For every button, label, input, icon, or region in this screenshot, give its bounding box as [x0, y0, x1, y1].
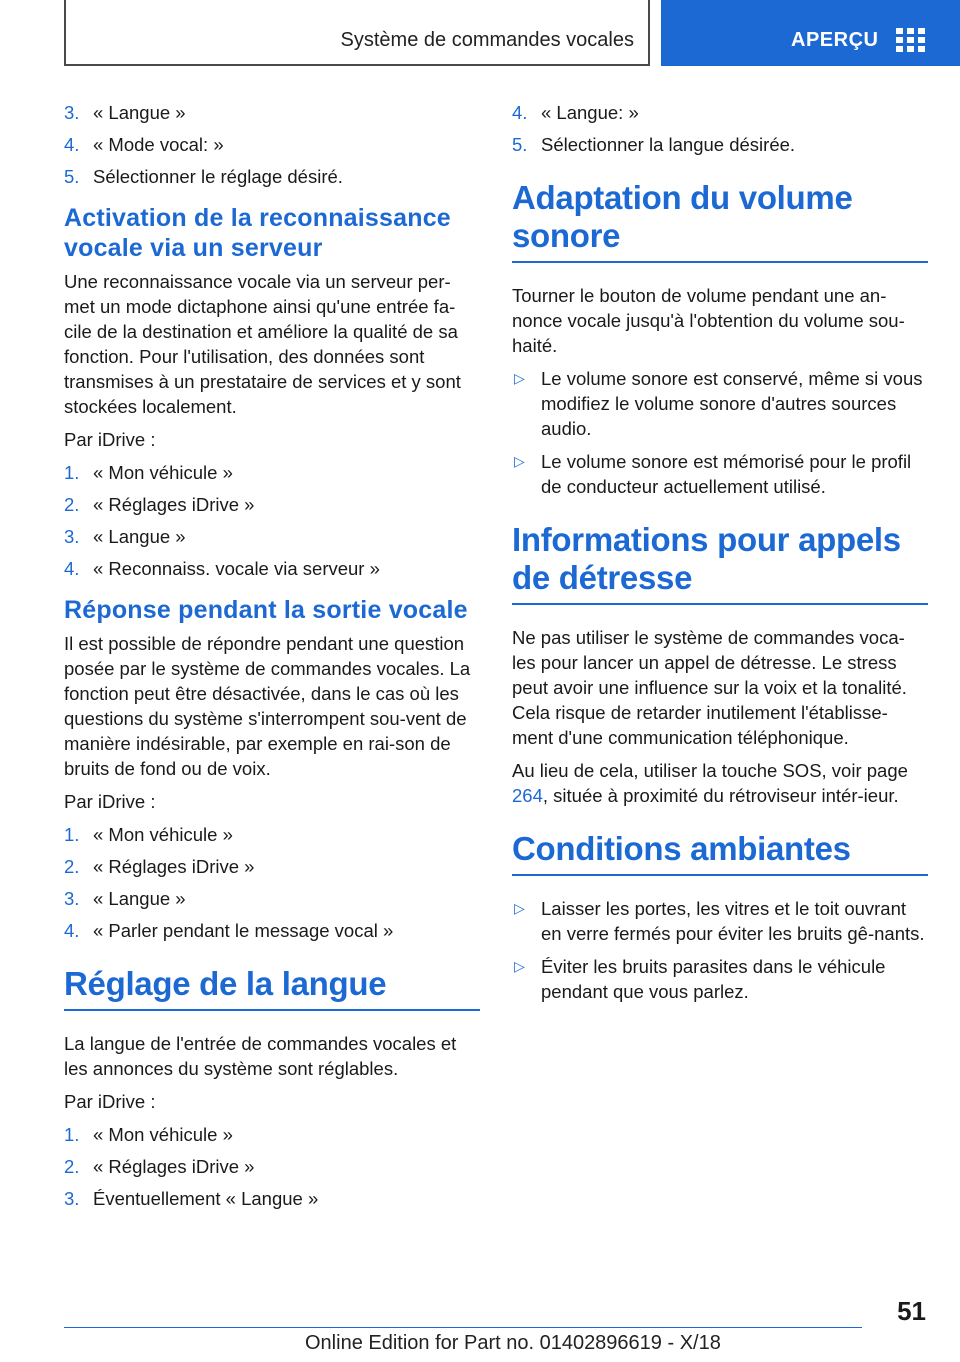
step-number: 4.	[512, 102, 528, 123]
footer-divider	[64, 1327, 862, 1328]
step-text: « Langue »	[93, 526, 186, 547]
step-item	[64, 132, 480, 157]
step-text: « Langue »	[93, 102, 186, 123]
step-text: « Mon véhicule »	[93, 1124, 233, 1145]
step-item	[64, 100, 480, 125]
left-column	[64, 100, 480, 1221]
section-tab[interactable]	[64, 0, 650, 66]
step-item	[512, 100, 928, 125]
step-item	[64, 1154, 480, 1179]
step-item	[64, 164, 480, 189]
overview-label: APERÇU	[791, 29, 879, 51]
bullet-text: Le volume sonore est mémorisé pour le profil de conducteur actuellement utilisé.	[541, 451, 912, 497]
step-text: « Réglages iDrive »	[93, 1156, 255, 1177]
step-item	[64, 524, 480, 549]
step-text: « Réglages iDrive »	[93, 856, 255, 877]
step-number: 2.	[64, 856, 80, 877]
bullet-text: Laisser les portes, les vitres et le toit ouvrant en verre fermés pour éviter les bruits gê-nants.	[541, 898, 925, 944]
heading-volume: Adaptation du volume sonore	[512, 179, 928, 263]
footer-edition: Online Edition for Part no. 01402896619 - X/18	[305, 1332, 721, 1354]
step-number: 2.	[64, 1156, 80, 1177]
step-item	[64, 1122, 480, 1147]
step-number: 1.	[64, 824, 80, 845]
steps-list	[512, 100, 928, 157]
via-idrive-label: Par iDrive :	[64, 1091, 156, 1112]
bullet-item	[512, 366, 928, 441]
bullet-item	[512, 449, 928, 499]
paragraph-emergency: Ne pas utiliser le système de commandes voca-les pour lancer un appel de détresse. Le stress peut avoir une influence sur la voix et la tonalité. Cela risque de retarder inutilement l'établisse-ment d'une communication téléphonique.	[512, 627, 907, 748]
section-title: Système de commandes vocales	[340, 29, 634, 51]
steps-list	[64, 100, 480, 189]
step-text: « Parler pendant le message vocal »	[93, 920, 394, 941]
step-text: « Mon véhicule »	[93, 824, 233, 845]
step-text: Sélectionner le réglage désiré.	[93, 166, 343, 187]
step-text: « Reconnaiss. vocale via serveur »	[93, 558, 380, 579]
step-number: 1.	[64, 1124, 80, 1145]
step-item	[64, 918, 480, 943]
step-number: 5.	[64, 166, 80, 187]
step-number: 2.	[64, 494, 80, 515]
bullet-item	[512, 896, 928, 946]
page-link[interactable]: 264	[512, 785, 543, 806]
step-text: « Mon véhicule »	[93, 462, 233, 483]
paragraph-server: Une reconnaissance vocale via un serveur per-met un mode dictaphone ainsi qu'une entrée fa-cile de la destination et améliore la qualité de sa fonction. Pour l'utilisation, des données sont transmises à un prestataire de services et y sont stockées localement.	[64, 271, 461, 417]
sos-text: Au lieu de cela, utiliser la touche SOS, voir page	[512, 760, 908, 781]
paragraph-language: La langue de l'entrée de commandes vocales et les annonces du système sont réglables.	[64, 1033, 457, 1079]
step-number: 4.	[64, 134, 80, 155]
step-item	[64, 886, 480, 911]
overview-button[interactable]	[661, 0, 960, 66]
steps-list	[64, 822, 480, 943]
triangle-bullet-icon: ▷	[514, 370, 525, 386]
step-item	[64, 460, 480, 485]
step-text: « Mode vocal: »	[93, 134, 224, 155]
bullet-text: Le volume sonore est conservé, même si vous modifiez le volume sonore d'autres sources audio.	[541, 368, 923, 439]
triangle-bullet-icon: ▷	[514, 453, 525, 469]
sos-text-end: , située à proximité du rétroviseur intér-ieur.	[542, 785, 899, 806]
triangle-bullet-icon: ▷	[514, 900, 525, 916]
via-idrive-label: Par iDrive :	[64, 429, 156, 450]
step-text: « Langue »	[93, 888, 186, 909]
step-item	[512, 132, 928, 157]
heading-reply: Réponse pendant la sortie vocale	[64, 596, 468, 624]
step-number: 4.	[64, 920, 80, 941]
step-text: Sélectionner la langue désirée.	[541, 134, 796, 155]
step-text: « Réglages iDrive »	[93, 494, 255, 515]
bullet-list	[512, 896, 928, 1004]
step-number: 3.	[64, 888, 80, 909]
step-item	[64, 492, 480, 517]
bullet-item	[512, 954, 928, 1004]
step-item	[64, 556, 480, 581]
step-number: 4.	[64, 558, 80, 579]
paragraph-volume: Tourner le bouton de volume pendant une an-nonce vocale jusqu'à l'obtention du volume sou-haité.	[512, 285, 905, 356]
steps-list	[64, 460, 480, 581]
heading-server-recognition: Activation de la reconnaissance vocale via un serveur	[64, 204, 451, 262]
steps-list	[64, 1122, 480, 1211]
right-column	[512, 100, 928, 1012]
bullet-list	[512, 366, 928, 499]
paragraph-sos	[512, 758, 928, 808]
step-text: Éventuellement « Langue »	[93, 1188, 319, 1209]
heading-emergency: Informations pour appels de détresse	[512, 521, 928, 605]
step-number: 5.	[512, 134, 528, 155]
step-number: 1.	[64, 462, 80, 483]
step-item	[64, 822, 480, 847]
page-header	[0, 0, 960, 66]
page-number: 51	[897, 1296, 926, 1326]
step-text: « Langue: »	[541, 102, 639, 123]
step-number: 3.	[64, 1188, 80, 1209]
step-number: 3.	[64, 526, 80, 547]
step-item	[64, 854, 480, 879]
step-number: 3.	[64, 102, 80, 123]
via-idrive-label: Par iDrive :	[64, 791, 156, 812]
grid-icon	[896, 28, 924, 52]
triangle-bullet-icon: ▷	[514, 958, 525, 974]
step-item	[64, 1186, 480, 1211]
heading-ambient: Conditions ambiantes	[512, 830, 928, 876]
bullet-text: Éviter les bruits parasites dans le véhicule pendant que vous parlez.	[541, 956, 886, 1002]
paragraph-reply: Il est possible de répondre pendant une question posée par le système de commandes vocales. La fonction peut être désactivée, dans le cas où les questions du système s'interrompent sou-vent de manière indésirable, par exemple en rai-son de bruits de fond ou de voix.	[64, 633, 471, 779]
heading-language: Réglage de la langue	[64, 965, 480, 1011]
